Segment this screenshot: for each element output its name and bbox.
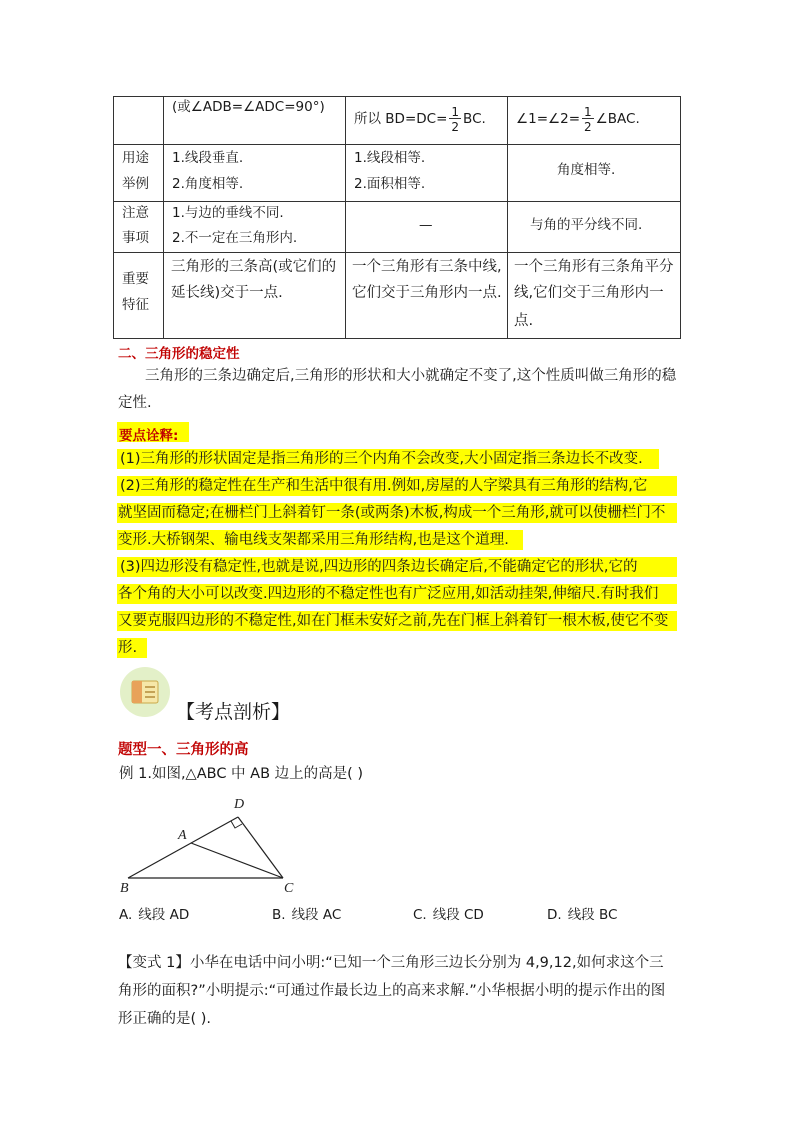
right-angle-mark [231,821,242,828]
row0-col2-formula [354,106,486,133]
row3-col1-line2: 延长线)交于一点. [171,285,283,301]
row3-col2-line1: 一个三角形有三条中线, [352,259,502,275]
row0-col3-fraction: $\frac{1}{2}$ [584,105,592,134]
row1-header-line1: 用途 [122,150,149,166]
segment-ac [191,843,283,878]
row3-col2-line2: 它们交于三角形内一点. [352,285,502,301]
row3-col3-line1: 一个三角形有三条角平分 [514,259,674,275]
stability-body-line1: 三角形的三条边确定后,三角形的形状和大小就确定不变了,这个性质叫做三角形的稳 [145,368,677,384]
row0-col1-text: (或∠ADB=∠ADC=90°) [172,99,325,115]
type-heading: 题型一、三角形的高 [118,742,249,758]
option-c[interactable]: C. 线段 CD [413,907,484,923]
row0-col2-suffix: BC. [463,110,486,127]
stability-heading: 二、三角形的稳定性 [118,346,240,362]
row0-col3-prefix: ∠1=∠2= [516,110,581,127]
segment-bd [128,817,238,878]
row1-col3-text: 角度相等. [557,162,616,178]
variant1-line3: 形正确的是( ). [118,1011,212,1027]
row3-col3-line2: 线,它们交于三角形内一 [514,285,664,301]
book-icon [120,667,170,717]
keypoint-line-1: (1)三角形的形状固定是指三角形的三个内角不会改变,大小固定指三条边长不改变. [120,451,643,467]
row3-col3-line3: 点. [514,313,534,329]
triangle-figure [110,788,310,898]
example1-question: 例 1.如图,△ABC 中 AB 边上的高是( ) [119,766,364,782]
keypoint-line-5: (3)四边形没有稳定性,也就是说,四边形的四条边长确定后,不能确定它的形状,它的 [120,559,638,575]
keypoint-line-4: 变形.大桥钢架、输电线支架都采用三角形结构,也是这个道理. [118,532,509,548]
row1-col2-line2: 2.面积相等. [354,176,426,192]
row1-col1-line1: 1.线段垂直. [172,150,244,166]
variant1-line2: 角形的面积?”小明提示:“可通过作最长边上的高来求解.”小华根据小明的提示作出的图 [118,983,666,999]
row3-header-line2: 特征 [122,297,149,313]
row2-header-line1: 注意 [122,205,149,221]
keypoint-line-3: 就坚固而稳定;在栅栏门上斜着钉一条(或两条)木板,构成一个三角形,就可以使栅栏门不 [118,505,666,521]
row2-col1-line1: 1.与边的垂线不同. [172,205,284,221]
option-d[interactable]: D. 线段 BC [547,907,618,923]
label-c: C [284,881,294,896]
row0-col2-fraction: $\frac{1}{2}$ [451,105,460,134]
row2-header-line2: 事项 [122,230,149,246]
option-a[interactable]: A. 线段 AD [119,907,190,923]
label-b: B [120,881,129,896]
row0-col2-prefix: 所以 BD=DC= [354,110,448,127]
row1-col1-line2: 2.角度相等. [172,176,244,192]
keypoint-line-2: (2)三角形的稳定性在生产和生活中很有用.例如,房屋的人字梁具有三角形的结构,它 [120,478,648,494]
row2-col1-line2: 2.不一定在三角形内. [172,230,298,246]
row1-header-line2: 举例 [122,176,149,192]
section-title: 【考点剖析】 [176,701,291,723]
row3-col1-line1: 三角形的三条高(或它们的 [171,259,337,275]
row1-col2-line1: 1.线段相等. [354,150,426,166]
row0-col3-formula [516,106,640,133]
option-b[interactable]: B. 线段 AC [272,907,342,923]
variant1-line1: 【变式 1】小华在电话中问小明:“已知一个三角形三边长分别为 4,9,12,如何求这个三 [118,955,664,971]
keypoint-line-8: 形. [118,640,138,656]
row3-header-line1: 重要 [122,271,149,287]
label-d: D [234,797,245,812]
stability-body-line2: 定性. [118,395,152,411]
label-a: A [178,828,187,843]
keypoint-line-7: 又要克服四边形的不稳定性,如在门框未安好之前,先在门框上斜着钉一根木板,使它不变 [118,613,669,629]
keypoint-line-6: 各个角的大小可以改变.四边形的不稳定性也有广泛应用,如活动挂架,伸缩尺.有时我们 [118,586,659,602]
row2-col3-text: 与角的平分线不同. [530,217,643,233]
row0-col3-suffix: ∠BAC. [595,110,640,127]
row2-col2-dash: — [419,217,433,233]
keypoints-heading: 要点诠释: [119,428,179,444]
